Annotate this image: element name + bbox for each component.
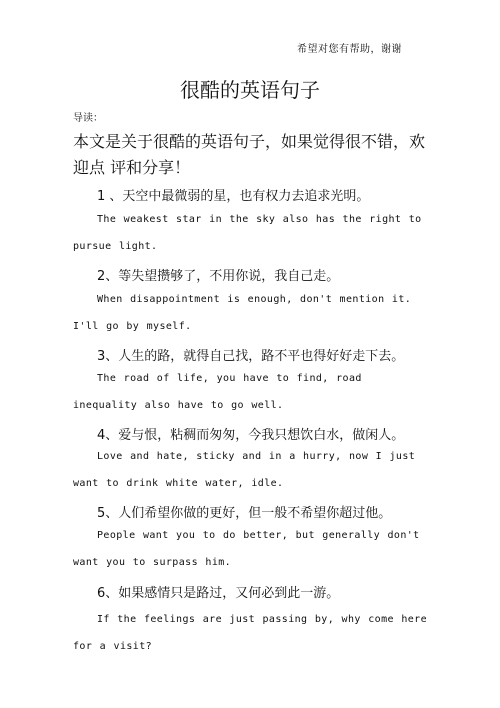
sentence-3-en: The road of life, you have to find, road inequality also have to go well. bbox=[73, 373, 362, 411]
intro-paragraph: 本文是关于很酷的英语句子，如果觉得很不错，欢迎点 评和分享！ bbox=[73, 132, 426, 177]
header-note: 希望对您有帮助，谢谢 bbox=[297, 44, 402, 55]
sentence-6-zh: 6、如果感情只是路过，又何必到此一游。 bbox=[97, 586, 340, 601]
sentence-5-zh: 5、人们希望你做的更好，但一般不希望你超过他。 bbox=[97, 506, 392, 521]
sentence-6-en: If the feelings are just passing by, why come here for a visit? bbox=[73, 614, 428, 652]
sentence-4-en: Love and hate, sticky and in a hurry, now I just want to drink white water, idle. bbox=[73, 451, 416, 489]
sentence-3-zh: 3、人生的路，就得自己找，路不平也得好好走下去。 bbox=[97, 349, 405, 364]
sentence-4-zh: 4、爱与恨，粘稠而匆匆，今我只想饮白水，做闲人。 bbox=[97, 428, 405, 443]
guide-label: 导读： bbox=[73, 113, 103, 124]
sentence-2-zh: 2、等失望攒够了，不用你说，我自己走。 bbox=[97, 269, 340, 284]
sentence-2-en: When disappointment is enough, don't mention it. I'll go by myself. bbox=[73, 294, 412, 332]
sentence-5-en: People want you to do better, but generally don't want you to surpass him. bbox=[73, 530, 420, 568]
sentence-1-en: The weakest star in the sky also has the right to pursue light. bbox=[73, 214, 422, 252]
sentence-1-zh: 1 、天空中最微弱的星，也有权力去追求光明。 bbox=[97, 189, 370, 204]
page-title: 很酷的英语句子 bbox=[180, 78, 320, 102]
